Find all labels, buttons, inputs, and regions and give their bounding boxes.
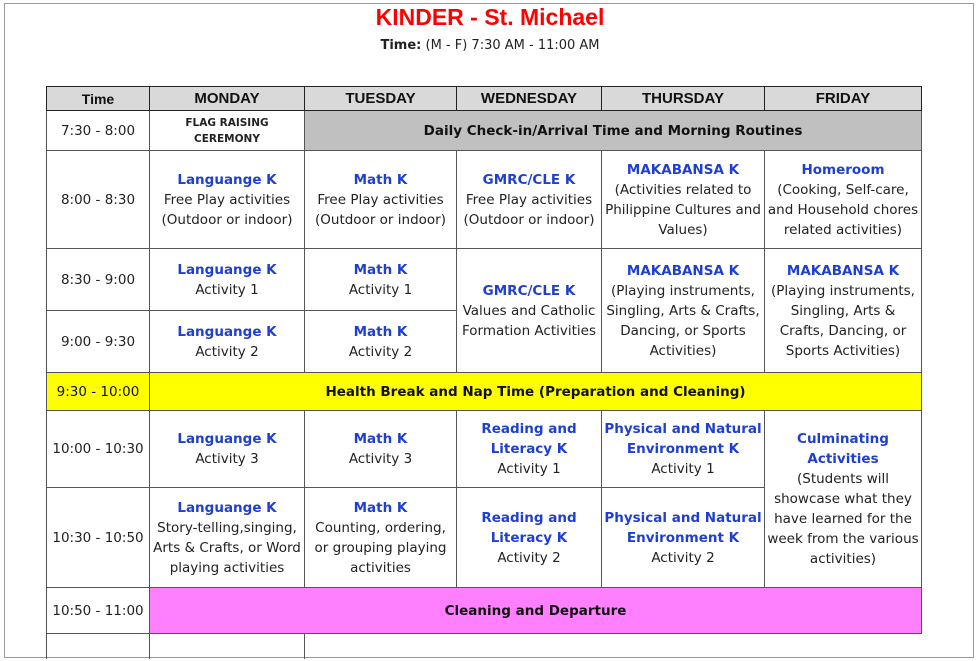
activity-text: Activity 2 [348,343,413,360]
page-title: KINDER - St. Michael [375,4,605,30]
schedule-cell [305,151,457,249]
activity-text: Counting, ordering, or grouping playing activities [314,519,447,576]
subject-title: MAKABANSA K [786,262,900,279]
schedule-cell [150,249,305,311]
schedule-cell [457,151,602,249]
table-row [47,249,922,311]
schedule-cell [305,411,457,488]
subject-title: MAKABANSA K [626,161,740,178]
activity-text: Activity 1 [497,461,561,477]
table-row [47,411,922,488]
activity-text: Activity 1 [651,461,715,477]
col-header-wednesday: WEDNESDAY [457,87,602,111]
empty-cell [150,634,305,659]
table-row [47,634,922,659]
health-break-cell: Health Break and Nap Time (Preparation and Cleaning) [150,373,922,411]
activity-text: Activity 2 [195,343,259,360]
activity-text: Activity 1 [348,281,413,298]
checkin-span-cell: Daily Check-in/Arrival Time and Morning Routines [305,111,922,151]
schedule-table [46,86,922,659]
schedule-cell [457,488,602,588]
col-header-time: Time [47,87,150,111]
schedule-cell [305,249,457,311]
subject-title: GMRC/CLE K [482,171,576,188]
subject-title: Math K [353,171,408,188]
col-header-thursday: THURSDAY [602,87,765,111]
activity-text: (Playing instruments, Singling, Arts & Crafts, Dancing, or Sports Activities) [771,282,915,359]
empty-cell [47,634,150,659]
subject-title: Reading and Literacy K [481,509,577,546]
schedule-time [0,38,980,53]
time-cell: 7:30 - 8:00 [47,111,150,151]
subject-title: Physical and Natural Environment K [604,509,762,546]
activity-text: Values and Catholic Formation Activities [461,302,597,339]
activity-text: Story-telling,singing, Arts & Crafts, or Word playing activities [153,519,301,576]
empty-cell [457,634,602,659]
schedule-cell [150,311,305,373]
activity-text: (Students will showcase what they have learned for the week from the various activities) [767,471,919,567]
flag-raising-cell: FLAG RAISING CEREMONY [150,111,305,151]
activity-text: Activity 2 [651,549,715,566]
time-value: (M - F) 7:30 AM - 11:00 AM [425,38,600,53]
subject-title: Languange K [177,171,277,188]
subject-title: MAKABANSA K [626,262,740,279]
subject-title: Languange K [177,431,277,447]
subject-title: Languange K [177,499,277,516]
activity-text: Activity 2 [497,549,561,566]
time-cell: 10:50 - 11:00 [47,588,150,634]
subject-title: GMRC/CLE K [482,282,576,299]
schedule-cell [765,249,922,373]
schedule-cell [150,411,305,488]
subject-title: Math K [353,323,408,340]
subject-title: Math K [353,431,408,447]
schedule-cell [765,151,922,249]
subject-title: Reading and Literacy K [481,421,577,457]
subject-title: Physical and Natural Environment K [604,421,762,457]
schedule-cell [765,411,922,588]
time-label: Time: [380,38,422,53]
col-header-friday: FRIDAY [765,87,922,111]
activity-text: (Activities related to Philippine Cultures and Values) [605,181,761,238]
schedule-cell [305,488,457,588]
time-cell: 9:30 - 10:00 [47,373,150,411]
schedule-cell [602,488,765,588]
activity-text: Free Play activities (Outdoor or indoor) [315,191,446,228]
time-cell: 10:30 - 10:50 [47,488,150,588]
table-row [47,588,922,634]
col-header-monday: MONDAY [150,87,305,111]
col-header-tuesday: TUESDAY [305,87,457,111]
time-cell: 8:00 - 8:30 [47,151,150,249]
schedule-cell [150,151,305,249]
subject-title: Math K [353,261,408,278]
activity-text: Activity 3 [195,451,259,467]
schedule-cell [602,249,765,373]
schedule-cell [602,151,765,249]
subject-title: Homeroom [801,161,885,178]
subject-title: Math K [353,499,408,516]
empty-cell [765,634,922,659]
departure-cell: Cleaning and Departure [150,588,922,634]
activity-text: Free Play activities (Outdoor or indoor) [463,191,595,228]
activity-text: Activity 3 [348,451,413,467]
schedule-cell [457,249,602,373]
subject-title: Languange K [177,323,277,340]
activity-text: (Cooking, Self-care, and Household chores related activities) [767,181,919,238]
empty-cell [305,634,457,659]
schedule-cell [457,411,602,488]
time-cell: 9:00 - 9:30 [47,311,150,373]
table-row [47,373,922,411]
subject-title: Culminating Activities [797,431,889,467]
time-cell: 10:00 - 10:30 [47,411,150,488]
empty-cell [602,634,765,659]
schedule-cell [150,488,305,588]
activity-text: Free Play activities (Outdoor or indoor) [161,191,293,228]
schedule-cell [602,411,765,488]
table-row [47,151,922,249]
schedule-cell [305,311,457,373]
table-row [47,111,922,151]
time-cell: 8:30 - 9:00 [47,249,150,311]
activity-text: Activity 1 [195,281,259,298]
subject-title: Languange K [177,261,277,278]
activity-text: (Playing instruments, Singling, Arts & Crafts, Dancing, or Sports Activities) [606,282,760,359]
